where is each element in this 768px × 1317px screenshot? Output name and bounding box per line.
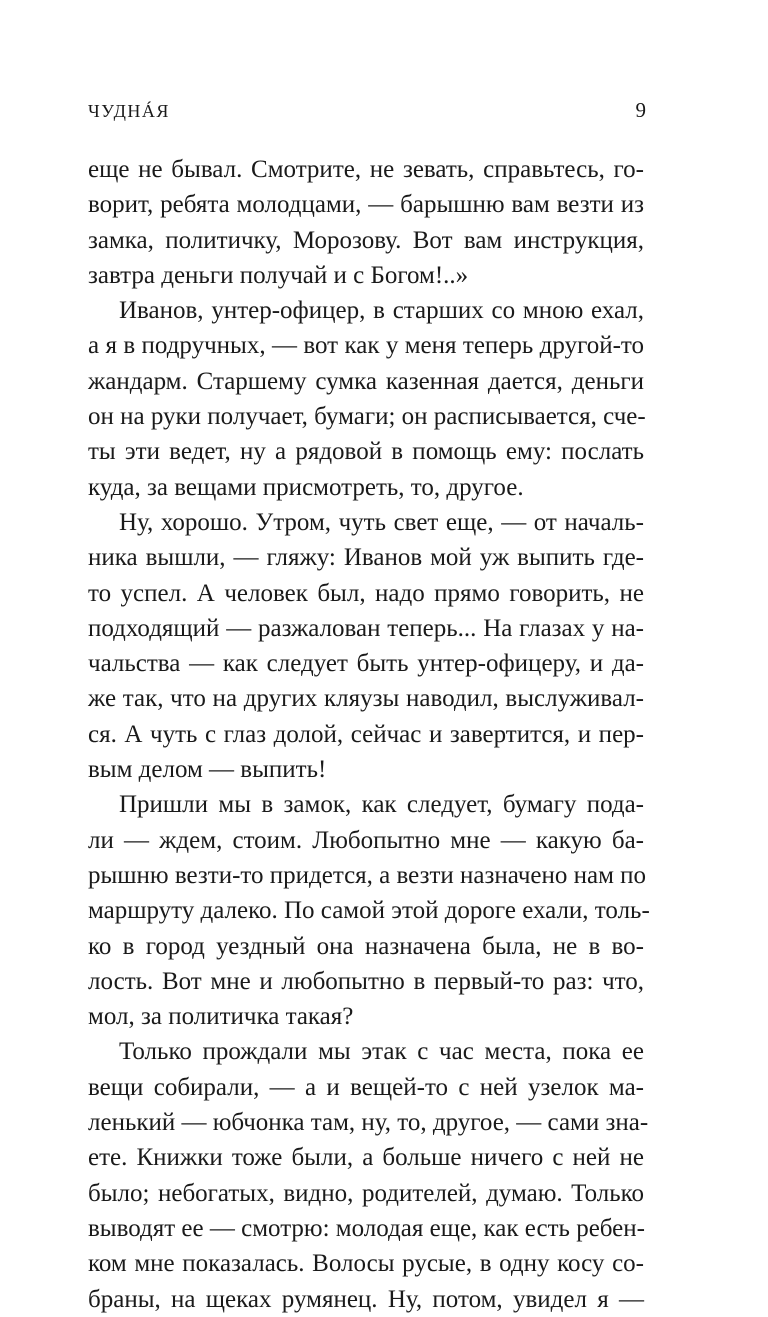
- paragraph: [88, 1034, 649, 1316]
- paragraph: [88, 787, 650, 1034]
- text-line: ты эти ведет, ну а рядовой в помощь ему: послать: [88, 438, 644, 466]
- text-line: выводят ее — смотрю: молодая еще, как есть ребен-: [88, 1214, 645, 1242]
- text-line: ворит, ребята молодцами, — барышню вам везти из: [88, 191, 644, 219]
- text-line: куда, за вещами присмотреть, то, другое.: [88, 473, 524, 501]
- text-line: еще не бывал. Смотрите, не зевать, справьтесь, го-: [88, 156, 644, 183]
- text-line: Пришли мы в замок, как следует, бумагу пода-: [119, 791, 644, 819]
- text-line: ника вышли, — гляжу: Иванов мой уж выпить где-: [88, 544, 644, 572]
- text-line: ете. Книжки тоже были, а больше ничего с ней не: [88, 1144, 644, 1172]
- text-line: ленький — юбчонка там, ну, то, другое, — сами зна-: [88, 1109, 649, 1137]
- text-line: браны, на щеках румянец. Ну, потом, увидел я —: [88, 1285, 644, 1313]
- chapter-title: ЧУДНÁЯ: [88, 101, 170, 121]
- text-line: же так, что на других кляузы наводил, выслуживал-: [88, 685, 644, 713]
- text-line: жандарм. Старшему сумка казенная дается, деньги: [88, 367, 644, 395]
- text-line: рышню везти-то придется, а везти назначено нам по: [88, 861, 647, 889]
- text-line: завтра деньги получай и с Богом!..»: [88, 261, 469, 289]
- text-line: то успел. А человек был, надо прямо говорить, не: [88, 579, 644, 607]
- paragraph: [88, 293, 644, 505]
- running-head: [88, 98, 646, 123]
- text-line: подходящий — разжалован теперь... На глазах у на-: [88, 614, 644, 642]
- text-line: Иванов, унтер-офицер, в старших со мною ехал,: [119, 297, 644, 325]
- text-line: было; небогатых, видно, родителей, думаю. Только: [88, 1179, 644, 1207]
- text-line: лость. Вот мне и любопытно в первый-то раз: что,: [88, 967, 644, 995]
- text-line: чальства — как следует быть унтер-офицеру, и да-: [88, 650, 644, 678]
- paragraph: [88, 152, 644, 293]
- text-line: он на руки получает, бумаги; он расписывается, сче-: [88, 403, 646, 431]
- text-line: ком мне показалась. Волосы русые, в одну косу со-: [88, 1250, 644, 1278]
- body-text: [88, 152, 650, 1317]
- text-line: ко в город уездный она назначена была, не в во-: [88, 932, 644, 960]
- text-line: ся. А чуть с глаз долой, сейчас и завертится, и пер-: [88, 720, 644, 748]
- page-number: 9: [635, 98, 646, 122]
- text-line: мол, за политичка такая?: [88, 1003, 354, 1031]
- text-line: Ну, хорошо. Утром, чуть свет еще, — от началь-: [119, 508, 644, 536]
- text-line: маршруту далеко. По самой этой дороге ехали, толь-: [88, 897, 650, 925]
- text-line: замка, политичку, Морозову. Вот вам инструкция,: [88, 226, 644, 254]
- text-line: ли — ждем, стоим. Любопытно мне — какую ба-: [88, 826, 644, 854]
- paragraph: [88, 505, 644, 787]
- text-line: вым делом — выпить!: [88, 756, 327, 784]
- text-line: Только прождали мы этак с час места, пока ее: [119, 1038, 644, 1066]
- text-line: вещи собирали, — а и вещей-то с ней узелок ма-: [88, 1073, 644, 1101]
- text-line: а я в подручных, — вот как у меня теперь другой-то: [88, 332, 644, 360]
